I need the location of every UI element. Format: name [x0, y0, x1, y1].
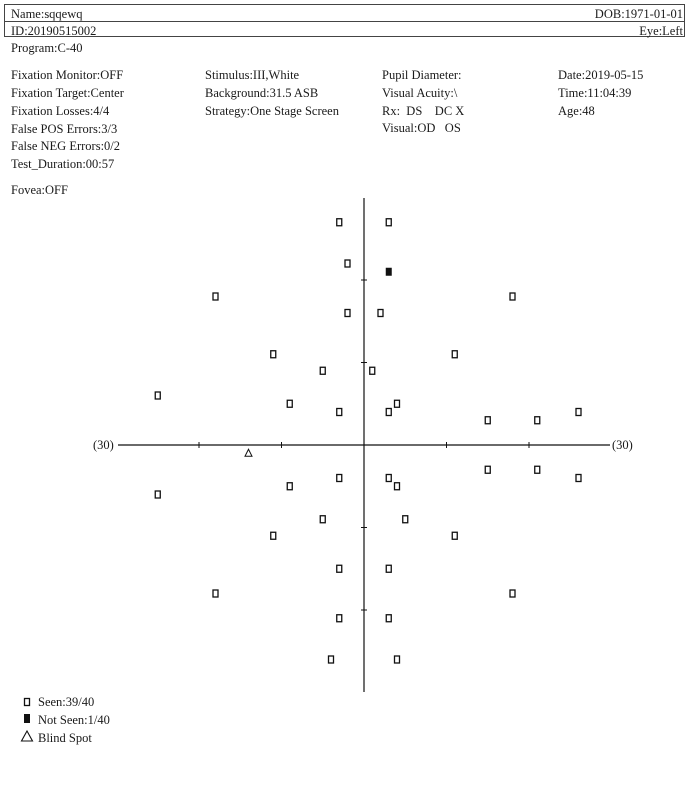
seen-point — [287, 400, 292, 407]
seen-point — [576, 475, 581, 482]
fixation-target: Fixation Target:Center — [11, 86, 124, 100]
fovea-status: Fovea:OFF — [11, 183, 68, 197]
seen-point — [510, 590, 515, 597]
test-duration: Test_Duration:00:57 — [11, 157, 115, 171]
seen-point — [386, 475, 391, 482]
eye-side: Eye:Left — [639, 24, 683, 38]
plot-axes — [118, 198, 610, 692]
strategy: Strategy:One Stage Screen — [205, 104, 339, 118]
stimulus: Stimulus:III,White — [205, 68, 300, 82]
fixation-losses: Fixation Losses:4/4 — [11, 104, 110, 118]
test-time: Time:11:04:39 — [558, 86, 632, 100]
visual-od-os: Visual:OD OS — [382, 121, 461, 135]
false-neg-errors: False NEG Errors:0/2 — [11, 139, 121, 153]
seen-point — [386, 565, 391, 572]
seen-point — [320, 516, 325, 523]
plot-points — [155, 219, 581, 663]
seen-point — [485, 417, 490, 424]
seen-point — [155, 491, 160, 498]
patient-dob: DOB:1971-01-01 — [594, 7, 683, 21]
seen-point — [378, 310, 383, 317]
blind-spot-point — [245, 449, 252, 456]
legend-blind-spot: Blind Spot — [38, 731, 92, 745]
seen-point — [155, 392, 160, 399]
seen-point — [452, 351, 457, 358]
seen-point — [403, 516, 408, 523]
seen-point — [271, 532, 276, 539]
left-axis-label: (30) — [93, 438, 114, 452]
seen-point — [386, 409, 391, 416]
rx: Rx: DS DC X — [382, 104, 465, 118]
seen-point — [329, 656, 334, 663]
seen-point — [535, 417, 540, 424]
seen-point — [337, 219, 342, 226]
false-pos-errors: False POS Errors:3/3 — [11, 122, 118, 136]
fixation-monitor: Fixation Monitor:OFF — [11, 68, 124, 82]
seen-point — [337, 475, 342, 482]
pupil-diameter: Pupil Diameter: — [382, 68, 462, 82]
seen-point — [452, 532, 457, 539]
seen-point — [510, 293, 515, 300]
legend-not-seen: Not Seen:1/40 — [38, 713, 110, 727]
seen-point — [337, 409, 342, 416]
right-axis-label: (30) — [612, 438, 633, 452]
test-date: Date:2019-05-15 — [558, 68, 644, 82]
patient-age: Age:48 — [558, 104, 595, 118]
seen-point — [395, 656, 400, 663]
legend-seen: Seen:39/40 — [38, 695, 95, 709]
seen-point — [386, 219, 391, 226]
seen-point — [370, 367, 375, 374]
patient-name: Name:sqqewq — [11, 7, 83, 21]
seen-point — [345, 260, 350, 267]
background: Background:31.5 ASB — [205, 86, 319, 100]
seen-point — [395, 400, 400, 407]
seen-point — [576, 409, 581, 416]
seen-point — [337, 565, 342, 572]
seen-point — [345, 310, 350, 317]
seen-point — [386, 615, 391, 622]
seen-point — [320, 367, 325, 374]
program-name: Program:C-40 — [11, 41, 83, 55]
seen-point — [213, 590, 218, 597]
seen-point — [485, 466, 490, 473]
visual-acuity: Visual Acuity:\ — [382, 86, 458, 100]
seen-point — [535, 466, 540, 473]
seen-point — [271, 351, 276, 358]
seen-point — [287, 483, 292, 490]
patient-id: ID:20190515002 — [11, 24, 97, 38]
not-seen-point — [386, 268, 392, 276]
seen-point — [395, 483, 400, 490]
seen-point — [337, 615, 342, 622]
seen-point — [213, 293, 218, 300]
